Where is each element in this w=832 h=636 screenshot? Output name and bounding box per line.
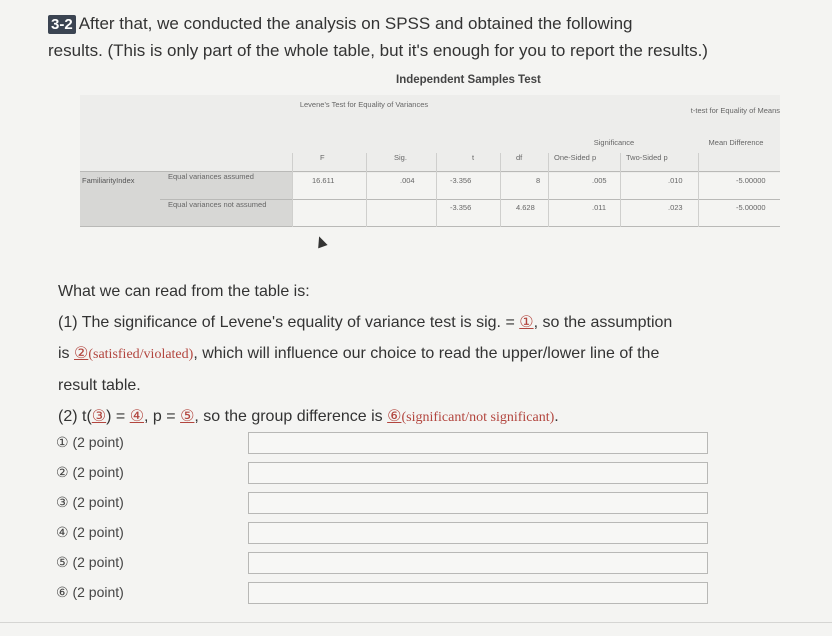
blank-6: ⑥: [387, 408, 402, 425]
row-label: Equal variances assumed: [168, 172, 254, 181]
ttest-header: t-test for Equality of Means: [690, 106, 780, 115]
table-bottom-line: [80, 226, 780, 227]
answer-label: ① (2 point): [56, 434, 124, 450]
cell-f: 16.611: [312, 176, 335, 185]
answer-label: ③ (2 point): [56, 494, 124, 510]
answer-input-4[interactable]: [248, 522, 708, 544]
cell-df: 4.628: [516, 203, 535, 212]
divider: [0, 622, 832, 623]
cell-df: 8: [536, 176, 541, 185]
blank-6-hint: (significant/not significant): [401, 410, 555, 425]
answer-input-2[interactable]: [248, 462, 708, 484]
cell-t: -3.356: [450, 176, 472, 185]
spss-table: [80, 95, 780, 227]
cell-one-sided: .005: [592, 176, 607, 185]
answer-label: ⑤ (2 point): [56, 554, 124, 570]
intro-line-1: After that, we conducted the analysis on SPSS and obtained the following: [78, 14, 633, 33]
answer-input-6[interactable]: [248, 582, 708, 604]
significance-header: Significance: [593, 138, 635, 147]
answer-label: ⑥ (2 point): [56, 584, 124, 600]
row-label: Equal variances not assumed: [168, 200, 267, 209]
answer-input-5[interactable]: [248, 552, 708, 574]
cell-mean-diff: -5.00000: [736, 176, 766, 185]
question-text: [58, 276, 788, 433]
col-header-f: F: [320, 153, 325, 162]
answer-label: ② (2 point): [56, 464, 124, 480]
blank-2: ②: [74, 345, 89, 362]
question-heading: What we can read from the table is:: [58, 283, 310, 300]
question-2: (2) t(③) = ④, p = ⑤, so the group difference is ⑥(significant/not significant).: [58, 408, 559, 425]
cell-mean-diff: -5.00000: [736, 203, 766, 212]
levene-header: Levene's Test for Equality of Variances: [299, 100, 429, 109]
blank-1: ①: [519, 314, 534, 331]
blank-5: ⑤: [180, 408, 195, 425]
col-header-sig: Sig.: [394, 153, 407, 162]
col-header-mean-diff: Mean Difference: [708, 138, 764, 147]
answer-row: [56, 552, 716, 574]
col-header-t: t: [472, 153, 475, 162]
blank-3: ③: [91, 408, 107, 425]
mouse-cursor-icon: [314, 235, 327, 249]
intro-line-2: results. (This is only part of the whole table, but it's enough for you to report the results.): [48, 41, 708, 60]
intro-text: [48, 10, 818, 64]
answer-label: ④ (2 point): [56, 524, 124, 540]
table-title: Independent Samples Test: [396, 74, 541, 86]
col-header-two-sided: Two-Sided p: [626, 153, 668, 162]
answer-row: [56, 522, 716, 544]
blank-4: ④: [129, 408, 145, 425]
answer-row: [56, 492, 716, 514]
cell-t: -3.356: [450, 203, 472, 212]
question-1: (1) The significance of Levene's equality of variance test is sig. = ①, so the assumption: [58, 314, 673, 331]
col-header-one-sided: One-Sided p: [554, 153, 597, 162]
col-header-df: df: [516, 153, 523, 162]
cell-sig: .004: [400, 176, 415, 185]
question-1-cont: is ②(satisfied/violated), which will influence our choice to read the upper/lower line of the: [58, 345, 660, 362]
answer-row: [56, 432, 716, 454]
answer-input-1[interactable]: [248, 432, 708, 454]
question-1-end: result table.: [58, 377, 141, 394]
cell-two-sided: .023: [668, 203, 683, 212]
variable-name: FamiliarityIndex: [82, 176, 135, 185]
blank-2-hint: (satisfied/violated): [88, 347, 194, 362]
answer-input-3[interactable]: [248, 492, 708, 514]
cell-one-sided: .011: [592, 203, 607, 212]
answer-row: [56, 582, 716, 604]
answer-row: [56, 462, 716, 484]
question-badge: 3-2: [48, 15, 76, 34]
cell-two-sided: .010: [668, 176, 683, 185]
